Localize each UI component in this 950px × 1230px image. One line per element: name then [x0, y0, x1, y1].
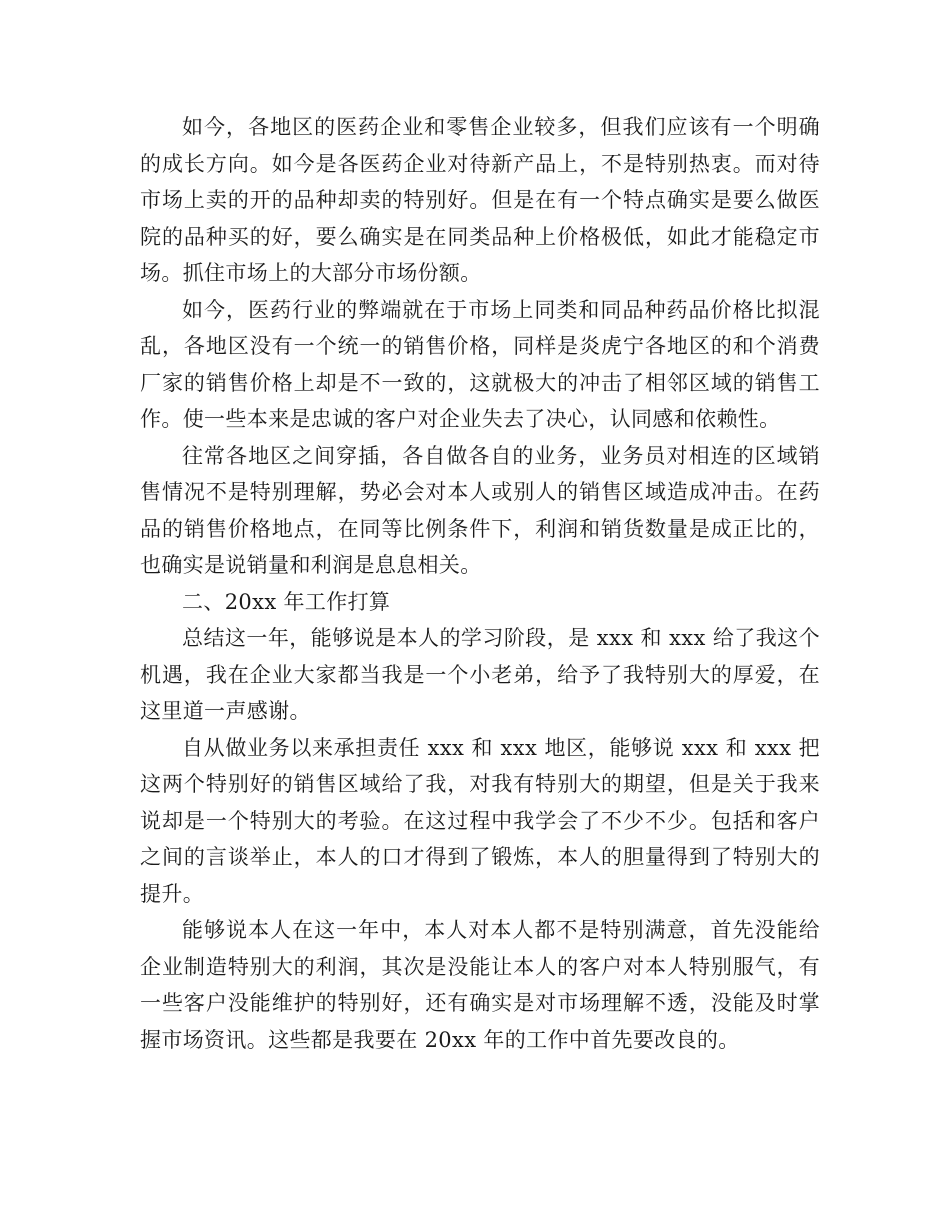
- paragraph-year-summary: 总结这一年，能够说是本人的学习阶段，是 xxx 和 xxx 给了我这个机遇，我在企业大家都当我是一个小老弟，给予了我特别大的厚爱，在这里道一声感谢。: [140, 626, 820, 723]
- paragraph-price-chaos: 如今，医药行业的弊端就在于市场上同类和同品种药品价格比拟混乱，各地区没有一个统一的销售价格，同样是炎虎宁各地区的和个消费厂家的销售价格上却是不一致的，这就极大的冲击了相邻区域的销售工作。使一些本来是忠诚的客户对企业失去了决心，认同感和依赖性。: [140, 297, 820, 431]
- section-heading-work-plan: 二、20xx 年工作打算: [182, 589, 391, 614]
- paragraph-market-direction: 如今，各地区的医药企业和零售企业较多，但我们应该有一个明确的成长方向。如今是各医药企业对待新产品上，不是特别热衷。而对待市场上卖的开的品种却卖的特别好。但是在有一个特点确实是要么做医院的品种买的好，要么确实是在同类品种上价格极低，如此才能稳定市场。抓住市场上的大部分市场份额。: [140, 115, 820, 285]
- document-page: [140, 109, 820, 1058]
- paragraph-region-overlap: 往常各地区之间穿插，各自做各自的业务，业务员对相连的区域销售情况不是特别理解，势必会对本人或别人的销售区域造成冲击。在药品的销售价格地点，在同等比例条件下，利润和销货数量是成正比的，也确实是说销量和利润是息息相关。: [140, 443, 820, 577]
- paragraph-responsibility: 自从做业务以来承担责任 xxx 和 xxx 地区，能够说 xxx 和 xxx 把这两个特别好的销售区域给了我，对我有特别大的期望，但是关于我来说却是一个特别大的考验。在这过程中我学会了不少不少。包括和客户之间的言谈举止，本人的口才得到了锻炼，本人的胆量得到了特别大的提升。: [140, 735, 820, 906]
- paragraph-self-assessment: 能够说本人在这一年中，本人对本人都不是特别满意，首先没能给企业制造特别大的利润，其次是没能让本人的客户对本人特别服气，有一些客户没能维护的特别好，还有确实是对市场理解不透，没能及时掌握市场资讯。这些都是我要在 20xx 年的工作中首先要改良的。: [140, 918, 820, 1052]
